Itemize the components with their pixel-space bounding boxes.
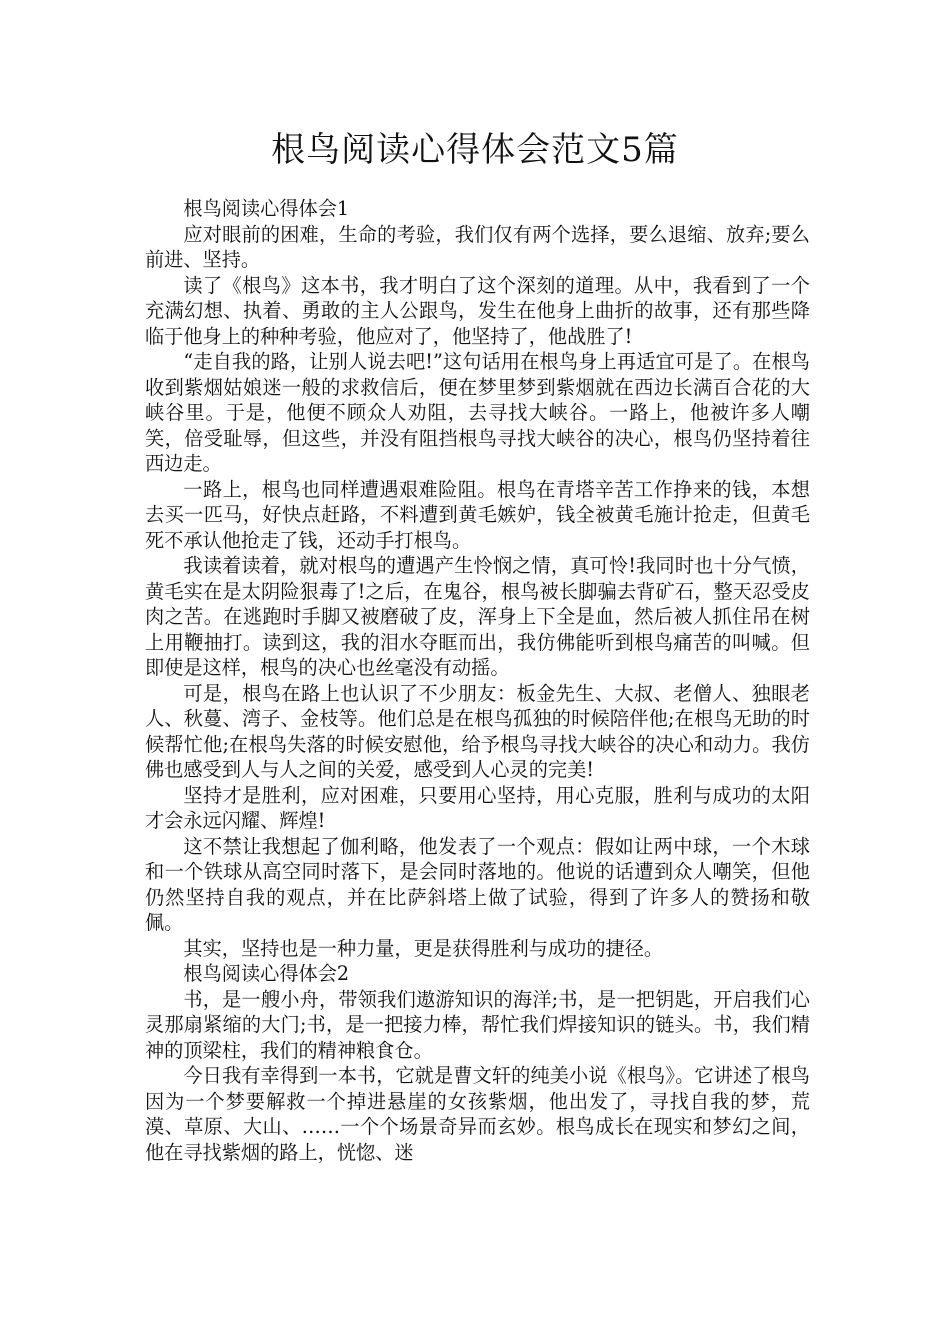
paragraph: 应对眼前的困难，生命的考验，我们仅有两个选择，要么退缩、放弃;要么前进、坚持。 (145, 222, 810, 271)
section-heading: 根鸟阅读心得体会2 (183, 962, 350, 985)
paragraph: “走自我的路，让别人说去吧!”这句话用在根鸟身上再适宜可是了。在根鸟收到紫烟姑娘迷一般的求救信后，便在梦里梦到紫烟就在西边长满百合花的大峡谷里。于是，他便不顾众人劝阻，去寻找大峡谷。一路上，他被许多人嘲笑，倍受耻辱，但这些，并没有阻挡根鸟寻找大峡谷的决心，根鸟仍坚持着往西边走。 (145, 350, 810, 475)
paragraph: 可是，根鸟在路上也认识了不少朋友：板金先生、大叔、老僧人、独眼老人、秋蔓、湾子、金枝等。他们总是在根鸟孤独的时候陪伴他;在根鸟无助的时候帮忙他;在根鸟失落的时候安慰他，给予根鸟寻找大峡谷的决心和动力。我仿佛也感受到人与人之间的关爱，感受到人心灵的完美! (145, 681, 810, 781)
paragraph: 读了《根鸟》这本书，我才明白了这个深刻的道理。从中，我看到了一个充满幻想、执着、勇敢的主人公跟鸟，发生在他身上曲折的故事，还有那些降临于他身上的种种考验，他应对了，他坚持了，他战胜了! (145, 273, 810, 348)
paragraph: 今日我有幸得到一本书，它就是曹文轩的纯美小说《根鸟》。它讲述了根鸟因为一个梦要解救一个掉进悬崖的女孩紫烟，他出发了，寻找自我的梦，荒漠、草原、大山、……一个个场景奇异而玄妙。根鸟成长在现实和梦幻之间，他在寻找紫烟的路上，恍惚、迷 (145, 1064, 810, 1164)
paragraph: 一路上，根鸟也同样遭遇艰难险阻。根鸟在青塔辛苦工作挣来的钱，本想去买一匹马，好快点赶路，不料遭到黄毛嫉妒，钱全被黄毛施计抢走，但黄毛死不承认他抢走了钱，还动手打根鸟。 (145, 477, 810, 552)
article-body (145, 196, 810, 1165)
section-heading: 根鸟阅读心得体会1 (183, 197, 350, 220)
paragraph: 我读着读着，就对根鸟的遭遇产生怜悯之情，真可怜!我同时也十分气愤，黄毛实在是太阴险狠毒了!之后，在鬼谷，根鸟被长脚骗去背矿石，整天忍受皮肉之苦。在逃跑时手脚又被磨破了皮，浑身上下全是血，然后被人抓住吊在树上用鞭抽打。读到这，我的泪水夺眶而出，我仿佛能听到根鸟痛苦的叫喊。但即使是这样，根鸟的决心也丝毫没有动摇。 (145, 554, 810, 679)
page-title: 根鸟阅读心得体会范文5篇 (271, 130, 679, 170)
paragraph: 这不禁让我想起了伽利略，他发表了一个观点：假如让两中球，一个木球和一个铁球从高空同时落下，是会同时落地的。他说的话遭到众人嘲笑，但他仍然坚持自我的观点，并在比萨斜塔上做了试验，得到了许多人的赞扬和敬佩。 (145, 834, 810, 934)
paragraph: 书，是一艘小舟，带领我们遨游知识的海洋;书，是一把钥匙，开启我们心灵那扇紧缩的大门;书，是一把接力棒，帮忙我们焊接知识的链头。书，我们精神的顶梁柱，我们的精神粮食仓。 (145, 987, 810, 1062)
paragraph: 其实，坚持也是一种力量，更是获得胜利与成功的捷径。 (183, 936, 664, 960)
paragraph: 坚持才是胜利，应对困难，只要用心坚持，用心克服，胜利与成功的太阳才会永远闪耀、辉煌! (145, 783, 810, 832)
